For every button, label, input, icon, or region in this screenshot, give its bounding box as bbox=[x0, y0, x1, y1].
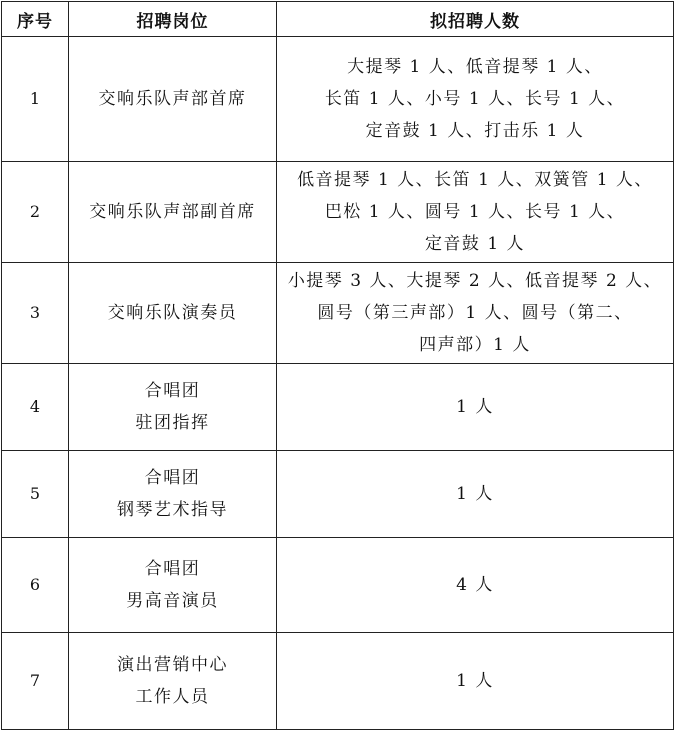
count-line: 1 人 bbox=[456, 671, 494, 691]
recruitment-table bbox=[1, 1, 674, 730]
table-row bbox=[2, 451, 674, 538]
row-position bbox=[69, 263, 277, 364]
row-count bbox=[277, 364, 674, 451]
row-position bbox=[69, 364, 277, 451]
row-position bbox=[69, 37, 277, 162]
header-count: 拟招聘人数 bbox=[277, 2, 674, 37]
row-index: 2 bbox=[2, 162, 69, 263]
table-row bbox=[2, 263, 674, 364]
row-count bbox=[277, 162, 674, 263]
header-index: 序号 bbox=[2, 2, 69, 37]
row-index: 3 bbox=[2, 263, 69, 364]
position-line: 交响乐队声部首席 bbox=[98, 89, 247, 109]
count-line: 1 人 bbox=[456, 484, 494, 504]
position-line: 演出营销中心 bbox=[117, 655, 228, 675]
position-line: 合唱团 bbox=[144, 559, 201, 579]
table-header-row bbox=[2, 2, 674, 37]
count-line: 定音鼓 1 人、打击乐 1 人 bbox=[365, 121, 585, 141]
row-position bbox=[69, 162, 277, 263]
table-row bbox=[2, 364, 674, 451]
table-row bbox=[2, 162, 674, 263]
count-line: 四声部）1 人 bbox=[419, 335, 531, 355]
row-position bbox=[69, 633, 277, 730]
row-position bbox=[69, 538, 277, 633]
position-line: 工作人员 bbox=[135, 687, 210, 707]
row-count bbox=[277, 37, 674, 162]
row-index: 5 bbox=[2, 451, 69, 538]
row-index: 4 bbox=[2, 364, 69, 451]
position-line: 合唱团 bbox=[144, 381, 201, 401]
table-row bbox=[2, 538, 674, 633]
count-line: 大提琴 1 人、低音提琴 1 人、 bbox=[347, 57, 603, 77]
position-line: 交响乐队演奏员 bbox=[107, 303, 238, 323]
header-position: 招聘岗位 bbox=[69, 2, 277, 37]
row-count bbox=[277, 451, 674, 538]
count-line: 巴松 1 人、圆号 1 人、长号 1 人、 bbox=[324, 202, 626, 222]
row-count bbox=[277, 263, 674, 364]
position-line: 钢琴艺术指导 bbox=[117, 500, 228, 520]
table-row bbox=[2, 37, 674, 162]
position-line: 合唱团 bbox=[144, 468, 201, 488]
row-count bbox=[277, 633, 674, 730]
position-line: 交响乐队声部副首席 bbox=[89, 202, 256, 222]
row-index: 6 bbox=[2, 538, 69, 633]
count-line: 低音提琴 1 人、长笛 1 人、双簧管 1 人、 bbox=[297, 170, 653, 190]
row-position bbox=[69, 451, 277, 538]
count-line: 圆号（第三声部）1 人、圆号（第二、 bbox=[317, 303, 633, 323]
row-index: 1 bbox=[2, 37, 69, 162]
count-line: 定音鼓 1 人 bbox=[424, 234, 526, 254]
count-line: 1 人 bbox=[456, 397, 494, 417]
count-line: 小提琴 3 人、大提琴 2 人、低音提琴 2 人、 bbox=[287, 271, 663, 291]
position-line: 男高音演员 bbox=[126, 591, 219, 611]
count-line: 4 人 bbox=[456, 575, 494, 595]
count-line: 长笛 1 人、小号 1 人、长号 1 人、 bbox=[324, 89, 626, 109]
table-row bbox=[2, 633, 674, 730]
row-index: 7 bbox=[2, 633, 69, 730]
row-count bbox=[277, 538, 674, 633]
position-line: 驻团指挥 bbox=[135, 413, 210, 433]
